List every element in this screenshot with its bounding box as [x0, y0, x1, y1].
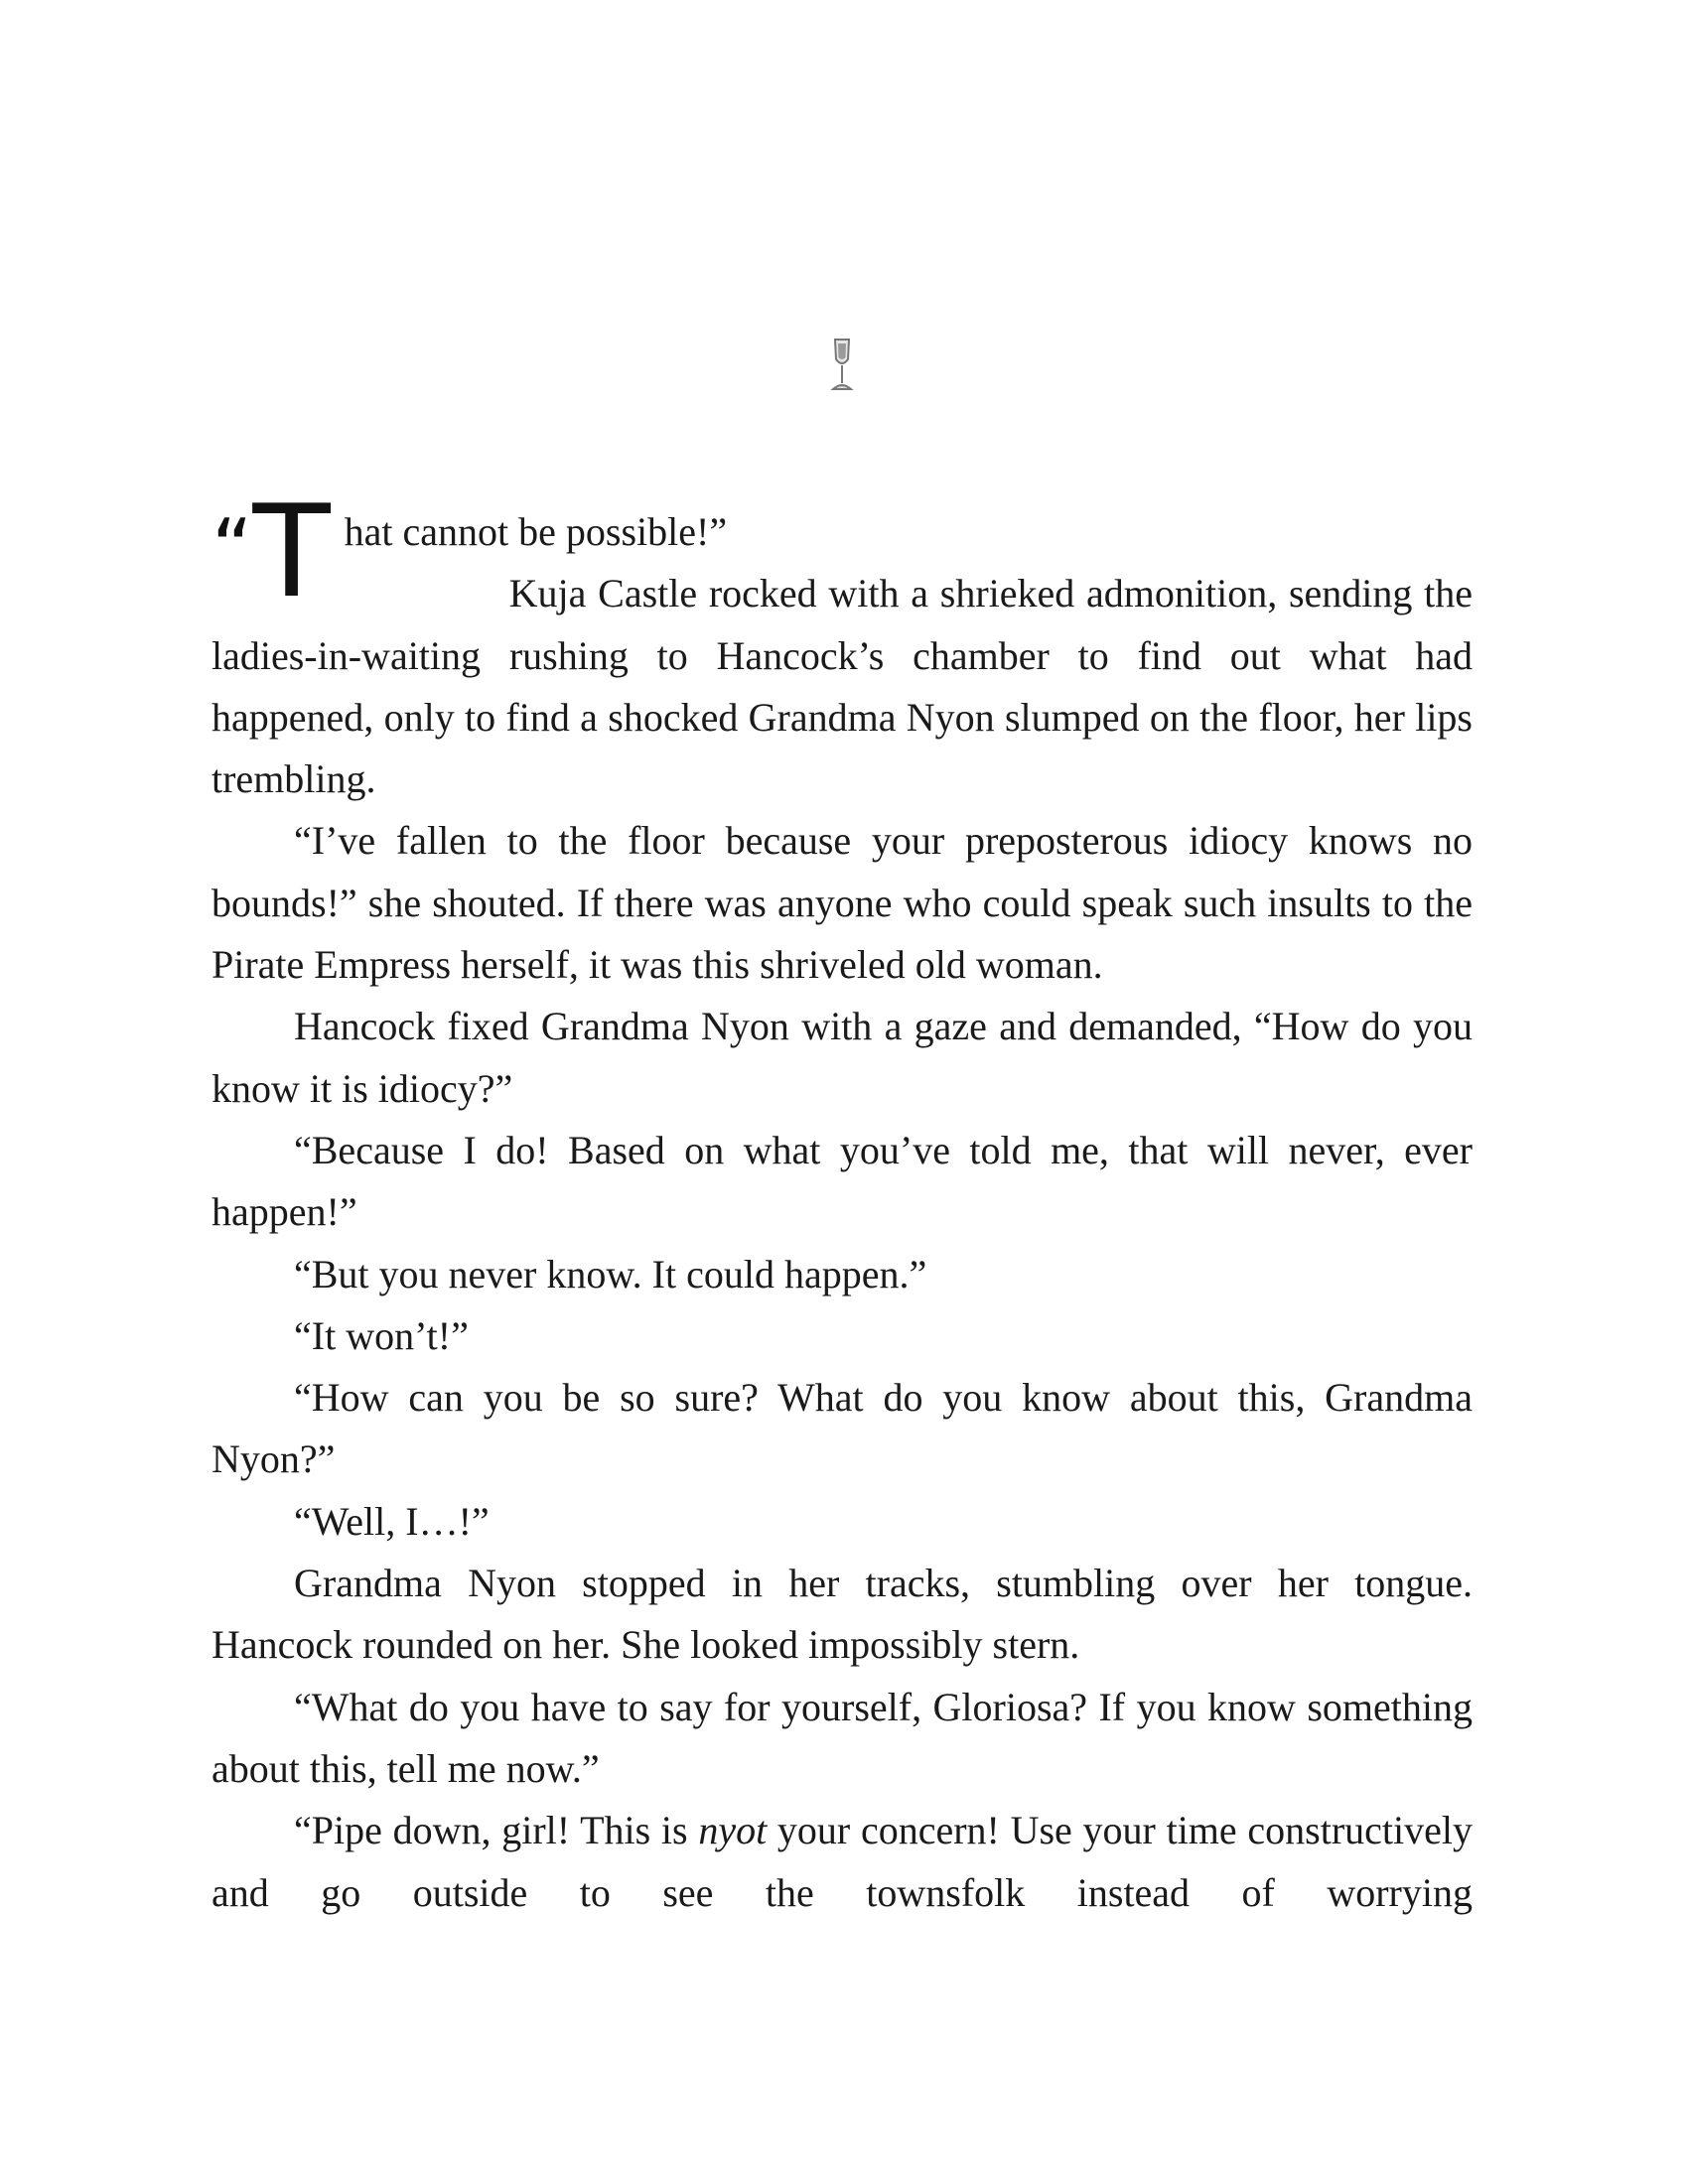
opening-line-text: hat cannot be possible!” [344, 509, 728, 554]
paragraph: “Because I do! Based on what you’ve told me, that will never, ever happen!” [211, 1127, 1473, 1235]
drop-cap [211, 478, 331, 626]
paragraph: Grandma Nyon stopped in her tracks, stumbling over her tongue. Hancock rounded on her. She looked impossibly stern. [211, 1561, 1473, 1668]
emphasis-text: nyot [698, 1808, 768, 1853]
paragraph: Hancock fixed Grandma Nyon with a gaze and demanded, “How do you know it is idiocy?” [211, 1004, 1473, 1111]
wine-glass-icon [827, 338, 857, 393]
paragraph: “I’ve fallen to the floor because your preposterous idiocy knows no bounds!” she shouted. If there was anyone who could speak such insults to the Pirate Empress herself, it was this shriveled old woman. [211, 818, 1473, 988]
paragraph-continued: “Pipe down, girl! This is nyot your concern! Use your time constructively and go outside to see the townsfolk instead of worrying [211, 1808, 1473, 1915]
paragraph: “Well, I…!” [294, 1498, 490, 1544]
paragraph: “It won’t!” [294, 1312, 469, 1358]
opening-line [211, 478, 1473, 626]
paragraph: “What do you have to say for yourself, Gloriosa? If you know something about this, tell me now.” [211, 1684, 1473, 1791]
drop-cap-quote: “ [211, 502, 253, 595]
paragraph: “But you never know. It could happen.” [294, 1251, 927, 1297]
drop-cap-letter: T [252, 478, 331, 626]
paragraph: Kuja Castle rocked with a shrieked admonition, sending the ladies-in-waiting rushing to Hancock’s chamber to find out what had happened, only to find a shocked Grandma Nyon slumped on the floor, her lips trembling. [211, 571, 1473, 802]
paragraph: “How can you be so sure? What do you know about this, Grandma Nyon?” [211, 1375, 1473, 1482]
chapter-text [211, 478, 1473, 1924]
